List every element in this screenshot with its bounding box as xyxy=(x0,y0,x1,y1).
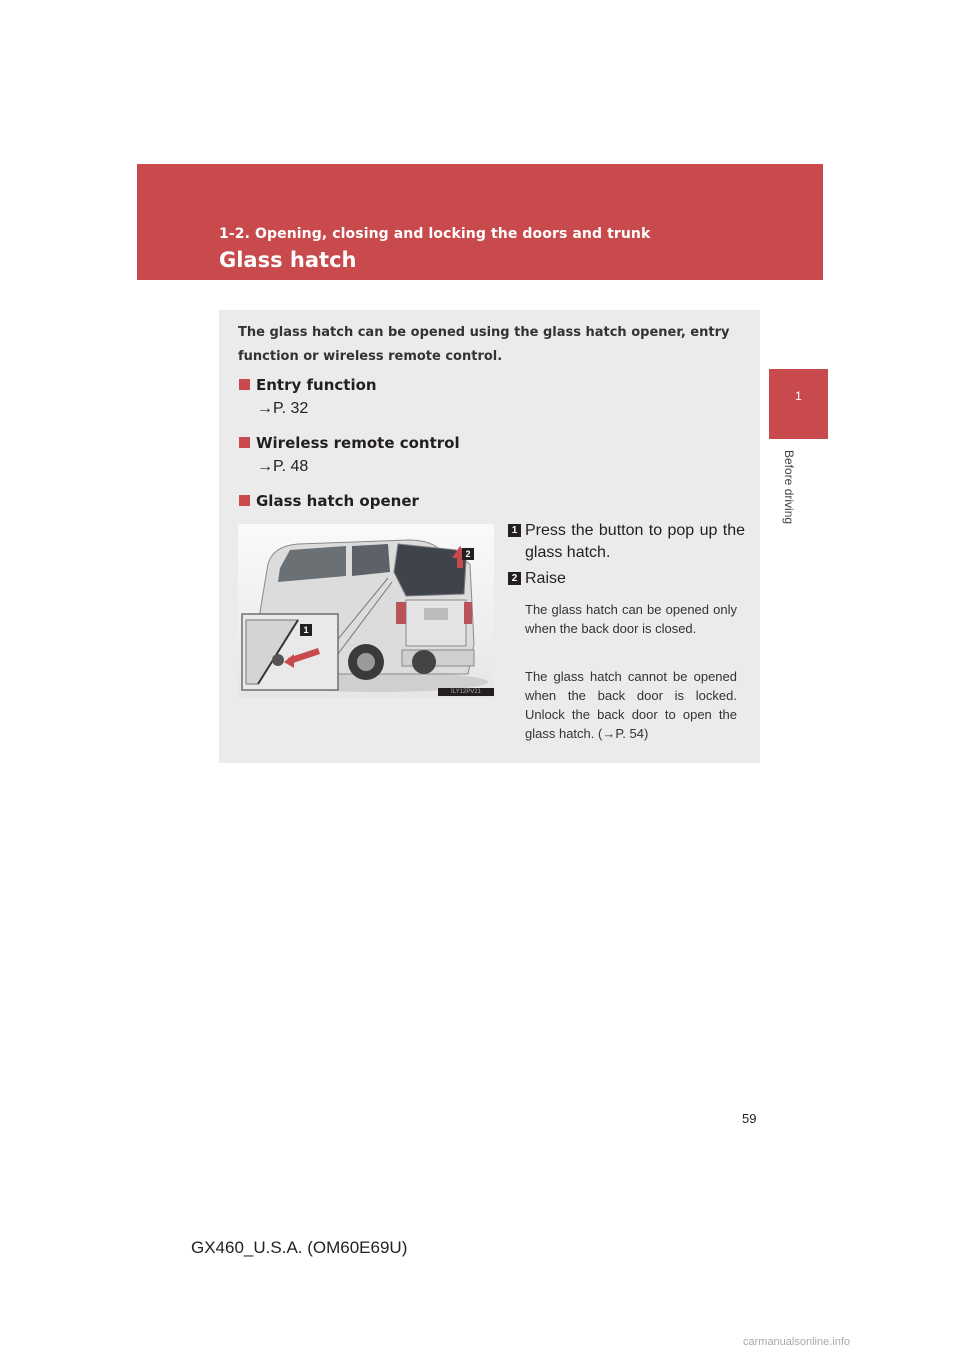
vehicle-rear-illustration xyxy=(238,524,494,698)
note-locked: The glass hatch cannot be opened when the back door is locked. Unlock the back door to open the glass hatch. (→P. 54) xyxy=(525,669,737,741)
note-closed: The glass hatch can be opened only when the back door is closed. xyxy=(525,602,737,636)
entry-function-heading: Entry function xyxy=(239,376,377,394)
step-1-number: 1 xyxy=(508,524,521,537)
step-1-text: Press the button to pop up the glass hatch. xyxy=(525,522,745,561)
section-title: 1-2. Opening, closing and locking the doors and trunk xyxy=(219,226,651,242)
step-2-number: 2 xyxy=(508,572,521,585)
entry-function-ref-link[interactable]: →P. 32 xyxy=(257,400,309,417)
glass-hatch-opener-heading: Glass hatch opener xyxy=(239,492,419,510)
page-number: 59 xyxy=(742,1111,757,1126)
figure-callout-2: 2 xyxy=(462,548,474,560)
page-title: Glass hatch xyxy=(219,248,357,272)
footer-code: GX460_U.S.A. (OM60E69U) xyxy=(191,1238,408,1257)
bullet-square-icon xyxy=(239,495,250,506)
bullet-square-icon xyxy=(239,437,250,448)
figure-code xyxy=(438,688,494,696)
step-2-text: Raise xyxy=(525,570,566,587)
bullet-square-icon xyxy=(239,379,250,390)
chapter-tab[interactable] xyxy=(769,369,828,439)
watermark: carmanualsonline.info xyxy=(743,1336,851,1348)
figure-callout-1: 1 xyxy=(300,624,312,636)
chapter-label: Before driving xyxy=(782,450,796,525)
wireless-remote-ref-link[interactable]: →P. 48 xyxy=(257,458,309,475)
wireless-remote-heading: Wireless remote control xyxy=(239,434,460,452)
chapter-number: 1 xyxy=(795,389,802,403)
figure-code-text: ILY12PV21 xyxy=(451,689,481,695)
intro-text: The glass hatch can be opened using the glass hatch opener, entry function or wireless remote control. xyxy=(238,325,730,364)
suv-illustration xyxy=(238,524,494,698)
